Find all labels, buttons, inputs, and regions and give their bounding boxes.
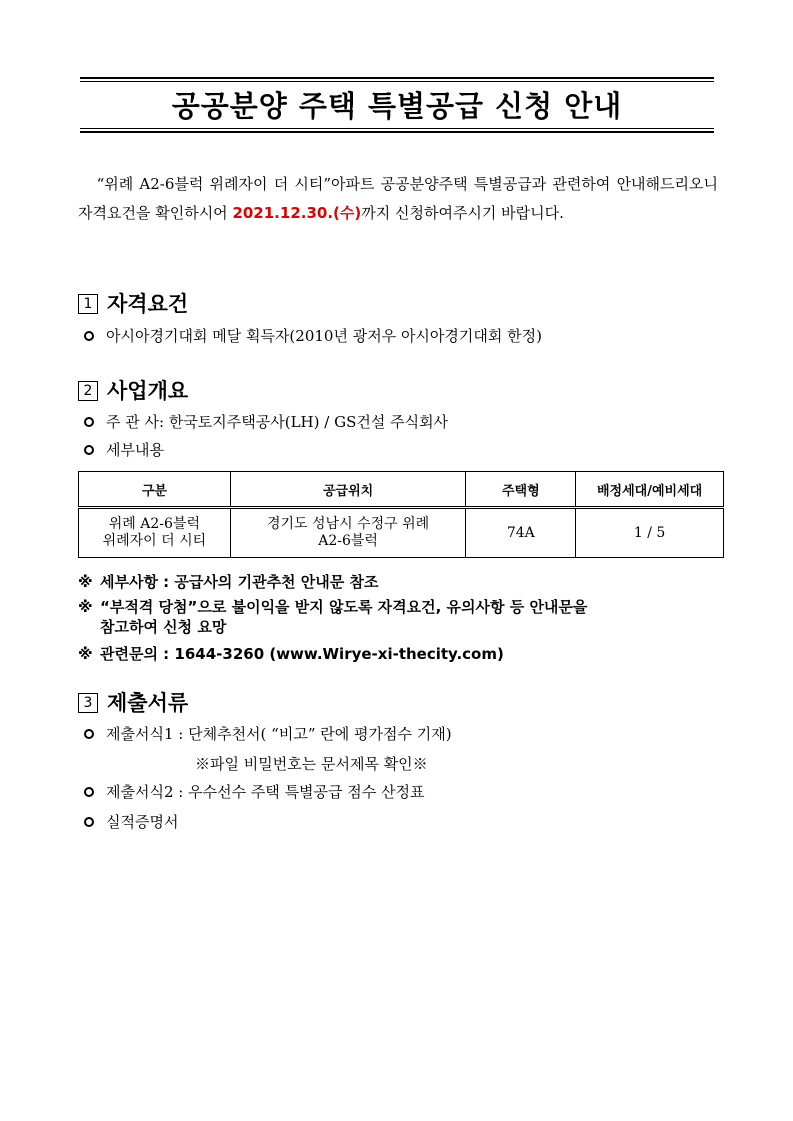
table-cell-count: 1 / 5 bbox=[576, 508, 724, 558]
table-cell-name: 위례 A2-6블럭 위례자이 더 시티 bbox=[79, 508, 231, 558]
list-item-text: 주 관 사: 한국토지주택공사(LH) / GS건설 주식회사 bbox=[106, 413, 449, 431]
list-item bbox=[84, 812, 178, 832]
table-row bbox=[79, 508, 724, 558]
intro-paragraph bbox=[78, 170, 718, 228]
circle-bullet-icon bbox=[84, 331, 94, 341]
table-header-row bbox=[79, 472, 724, 508]
list-item-text: 세부내용 bbox=[106, 441, 164, 459]
section-heading-documents bbox=[78, 690, 188, 716]
list-item bbox=[84, 412, 448, 432]
circle-bullet-icon bbox=[84, 445, 94, 455]
section-title: 자격요건 bbox=[107, 292, 189, 316]
title-rule-bottom bbox=[80, 131, 714, 133]
table-header-category: 구분 bbox=[79, 472, 231, 508]
list-item bbox=[84, 782, 425, 802]
table-cell-type: 74A bbox=[466, 508, 576, 558]
section-heading-project-overview bbox=[78, 378, 188, 404]
intro-text-after: 까지 신청하여주시기 바랍니다. bbox=[361, 204, 564, 222]
table-cell-location: 경기도 성남시 수정구 위례 A2-6블럭 bbox=[230, 508, 466, 558]
list-item-text: 실적증명서 bbox=[106, 813, 179, 831]
list-item bbox=[84, 440, 164, 460]
list-item-text: 제출서식2 : 우수선수 주택 특별공급 점수 산정표 bbox=[106, 783, 425, 801]
list-item bbox=[84, 326, 542, 346]
deadline-date: 2021.12.30.(수) bbox=[232, 204, 362, 222]
section-number-box: 1 bbox=[78, 294, 98, 314]
section-title: 사업개요 bbox=[107, 379, 189, 403]
circle-bullet-icon bbox=[84, 729, 94, 739]
password-note: ※파일 비밀번호는 문서제목 확인※ bbox=[195, 755, 428, 773]
table-header-house-type: 주택형 bbox=[466, 472, 576, 508]
section-number-box: 2 bbox=[78, 381, 98, 401]
section-title: 제출서류 bbox=[107, 691, 189, 715]
list-item bbox=[84, 724, 452, 744]
title-rule-top bbox=[80, 77, 714, 79]
list-item-text: 아시아경기대회 메달 획득자(2010년 광저우 아시아경기대회 한정) bbox=[106, 327, 542, 345]
section-number-box: 3 bbox=[78, 693, 98, 713]
circle-bullet-icon bbox=[84, 817, 94, 827]
section-heading-qualifications bbox=[78, 291, 188, 317]
document-title: 공공분양 주택 특별공급 신청 안내 bbox=[171, 89, 623, 123]
circle-bullet-icon bbox=[84, 787, 94, 797]
note-ineligibility: ※ “부적격 당첨”으로 불이익을 받지 않도록 자격요건, 유의사항 등 안내문을 참고하여 신청 요망 bbox=[78, 598, 588, 636]
supply-table bbox=[78, 471, 724, 558]
intro-text-before: “위례 A2-6블럭 위례자이 더 시티”아파트 공공분양주택 특별공급과 관련하여 안내해드리오니 자격요건을 확인하시어 bbox=[78, 175, 718, 222]
title-rule-bottom-thin bbox=[80, 128, 714, 129]
table-header-units: 배정세대/예비세대 bbox=[576, 472, 724, 508]
note-contact: ※ 관련문의 : 1644-3260 (www.Wirye-xi-thecity.com) bbox=[78, 645, 504, 663]
table-header-location: 공급위치 bbox=[230, 472, 466, 508]
circle-bullet-icon bbox=[84, 417, 94, 427]
list-item-text: 제출서식1 : 단체추천서( “비고” 란에 평가점수 기재) bbox=[106, 725, 452, 743]
note-details: ※ 세부사항 : 공급사의 기관추천 안내문 참조 bbox=[78, 573, 379, 591]
title-rule-top-thin bbox=[80, 81, 714, 82]
